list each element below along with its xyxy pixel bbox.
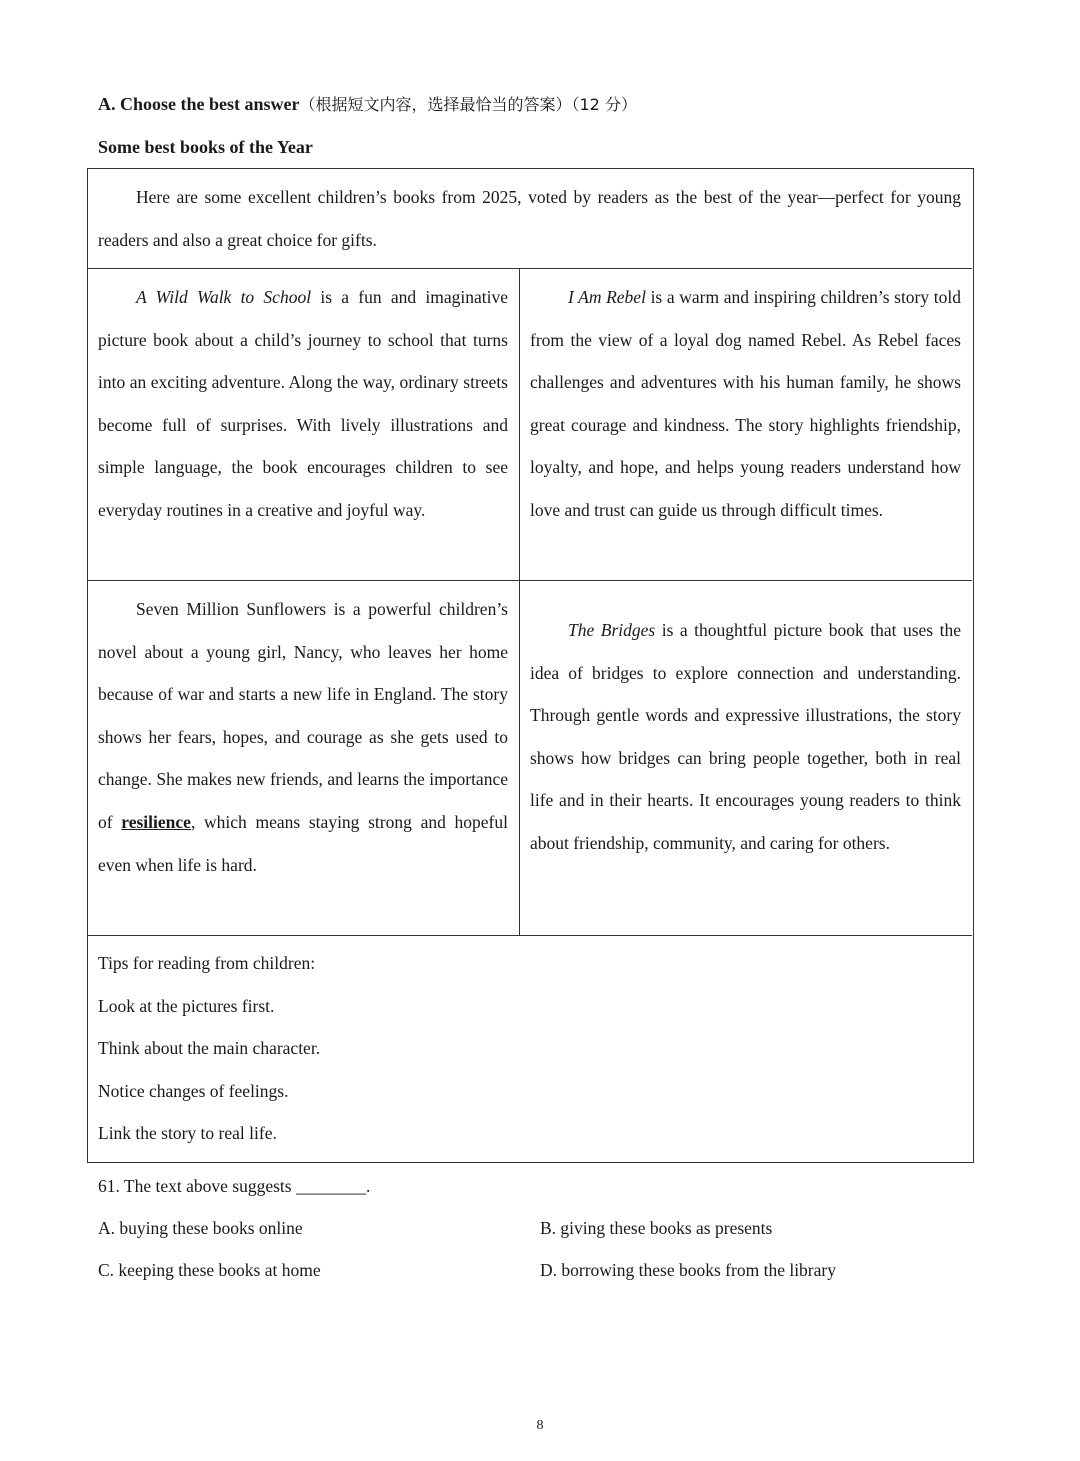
book-title: A Wild Walk to School — [136, 287, 312, 307]
book-description-end: , which means staying strong and hopeful even when life is hard. — [98, 811, 508, 875]
book-title: Seven Million Sunflowers — [136, 599, 327, 619]
passage-title: Some best books of the Year — [98, 137, 313, 157]
books-table — [87, 168, 974, 1163]
tips-heading: Tips for reading from children: — [98, 953, 316, 973]
section-heading-en: A. Choose the best answer — [98, 94, 300, 114]
book-description: is a warm and inspiring children’s story told from the view of a loyal dog named Rebel. As Rebel faces challenges and adventures with his human family, he shows great courage and kindness. The story highlights friendship, loyalty, and hope, and helps young readers understand how love and trust can guide us through difficult times. — [530, 287, 961, 520]
section-heading-cn: （根据短文内容，选择最恰当的答案）（12 分） — [299, 95, 637, 114]
book-description: is a thoughtful picture book that uses the idea of bridges to explore connection and understanding. Through gentle words and expressive illustrations, the story shows how bridges can bring people together, both in real life and in their hearts. It encourages young readers to think about friendship, community, and caring for others. — [530, 620, 961, 853]
tip-item: Think about the main character. — [98, 1038, 321, 1059]
option-c: C. keeping these books at home — [98, 1260, 321, 1280]
section-heading — [98, 92, 637, 117]
book-title: I Am Rebel — [568, 287, 646, 307]
tip-item: Look at the pictures first. — [98, 995, 275, 1016]
tip-item: Notice changes of feelings. — [98, 1080, 289, 1101]
intro-paragraph: Here are some excellent children’s books from 2025, voted by readers as the best of the year—perfect for young readers and also a great choice for gifts. — [88, 169, 972, 269]
tips-cell — [88, 936, 972, 1162]
option-a: A. buying these books online — [98, 1218, 303, 1238]
option-d: D. borrowing these books from the library — [540, 1260, 836, 1280]
book-description: is a fun and imaginative picture book about a child’s journey to school that turns into an exciting adventure. Along the way, ordinary streets become full of surprises. With lively illustrations and simple language, the book encourages children to see everyday routines in a creative and joyful way. — [98, 287, 508, 520]
book-description: is a powerful children’s novel about a young girl, Nancy, who leaves her home because of war and starts a new life in England. The story shows her fears, hopes, and courage as she gets used to change. She makes new friends, and learns the importance of — [98, 599, 508, 832]
book-cell-the-bridges — [520, 581, 972, 936]
tip-item: Link the story to real life. — [98, 1123, 277, 1144]
keyword-resilience: resilience — [121, 811, 191, 832]
book-cell-seven-million-sunflowers — [88, 581, 520, 936]
book-title: The Bridges — [568, 620, 656, 640]
book-cell-i-am-rebel — [520, 269, 972, 581]
page-number: 8 — [536, 1418, 544, 1433]
option-b: B. giving these books as presents — [540, 1218, 773, 1238]
question-stem: 61. The text above suggests ________. — [98, 1176, 371, 1196]
book-cell-wild-walk — [88, 269, 520, 581]
